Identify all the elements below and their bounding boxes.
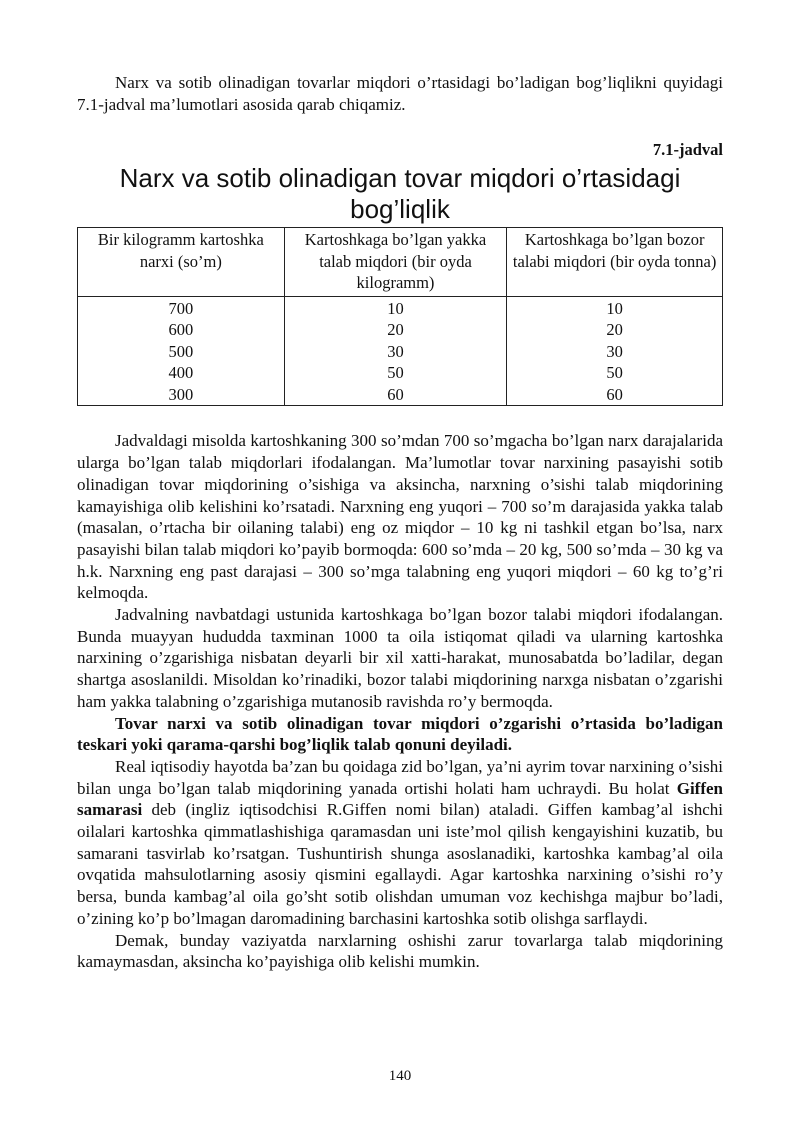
header-market-demand: Kartoshkaga bo’lgan bozor talabi miqdori (bir oyda tonna) [507,228,723,297]
cell-price: 700 [78,296,285,319]
table-row [78,362,723,384]
cell-market: 60 [507,384,723,406]
header-individual-demand: Kartoshkaga bo’lgan yakka talab miqdori (bir oyda kilogramm) [284,228,507,297]
cell-market: 50 [507,362,723,384]
paragraph-2: Jadvalning navbatdagi ustunida kartoshkaga bo’lgan bozor talabi miqdori ifodalangan. Bunda muayyan hududda taxminan 1000 ta oila istiqomat qiladi va ularning kartoshka narxining o’zgarishiga nisbatan deyarli bir xil xatti-harakat, munosabatda bo’ladilar, degan shartga asoslanildi. Misoldan ko’rinadiki, bozor talabi miqdorining narxga nisbatan o’zgarishi ham yakka talabning o’zgarishiga mutanosib ravishda ro’y bermoqda. [77,605,723,711]
cell-price: 500 [78,341,285,363]
table-row [78,341,723,363]
intro-paragraph: Narx va sotib olinadigan tovarlar miqdori o’rtasidagi bo’ladigan bog’liqlikni quyidagi 7.1-jadval ma’lumotlari asosida qarab chiqamiz. [77,73,723,114]
table-caption: 7.1-jadval [652,140,723,160]
header-price: Bir kilogramm kartoshka narxi (so’m) [78,228,285,297]
paragraph-1: Jadvaldagi misolda kartoshkaning 300 so’mdan 700 so’mgacha bo’lgan narx darajalarida ularga bo’lgan talab miqdorlari ifodalangan. Ma’lumotlar tovar narxining pasayishi sotib olinadigan tovar miqdorining o’sishiga va aksincha, narxning o’sishi talab miqdorining kamayishiga olib kelishini ko’rsatadi. Narxning eng yuqori – 700 so’m darajasida yakka talab (masalan, o’rtacha bir oilaning talabi) eng oz miqdor – 10 kg ni tashkil etgan bo’lsa, narx pasayishi bilan talab miqdori ko’payib bormoqda: 600 so’mda – 20 kg, 500 so’mda – 30 kg va h.k. Narxning eng past darajasi – 300 so’mga talabning eng yuqori miqdori – 60 kg to’g’ri kelmoqda. [77,431,723,603]
document-page [77,72,723,973]
cell-market: 20 [507,319,723,341]
table-title: Narx va sotib olinadigan tovar miqdori o’rtasidagi bog’liqlik [119,163,681,225]
table-row [78,384,723,406]
table-row [78,319,723,341]
law-of-demand-definition: Tovar narxi va sotib olinadigan tovar miqdori o’zgarishi o’rtasida bo’ladigan teskari yoki qarama-qarshi bog’liqlik talab qonuni deyiladi. [77,713,723,755]
body-text [77,430,723,973]
paragraph-giffen [77,756,723,930]
giffen-text-part2: deb (ingliz iqtisodchisi R.Giffen nomi bilan) ataladi. Giffen kambag’al ishchi oilalari kartoshka qimmatlashishiga qaramasdan uni iste’mol qilish kengayishini kuzatib, bu samarani tasvirlab ko’rsatgan. Tushuntirish shunga asoslanadiki, kartoshka kambag’al oila ovqatida mahsulotlarning asosiy qismini egallaydi. Agar kartoshka narxining o’sishi ro’y bersa, bunda kambag’al oila go’sht sotib olishdan umuman voz kechishga majbur bo’ladi, o’zining ko’p bo’lmagan daromadining barchasini kartoshka sotib olishga sarflaydi. [77,800,723,928]
giffen-text-part1: Real iqtisodiy hayotda ba’zan bu qoidaga zid bo’lgan, ya’ni ayrim tovar narxining o’sishi bilan unga bo’lgan talab miqdorining yanada ortishi holati ham uchraydi. Bu holat [77,756,723,798]
cell-price: 300 [78,384,285,406]
cell-price: 400 [78,362,285,384]
demand-table [77,227,723,406]
cell-price: 600 [78,319,285,341]
cell-market: 10 [507,296,723,319]
paragraph-conclusion: Demak, bunday vaziyatda narxlarning oshishi zarur tovarlarga talab miqdorining kamaymasdan, aksincha ko’payishiga olib kelishi mumkin. [77,930,723,972]
cell-individual: 20 [284,319,507,341]
cell-individual: 50 [284,362,507,384]
page-number: 140 [388,1068,412,1084]
giffen-term: Giffen samarasi [77,778,723,820]
cell-individual: 60 [284,384,507,406]
table-header-row [78,228,723,297]
cell-individual: 10 [284,296,507,319]
cell-individual: 30 [284,341,507,363]
cell-market: 30 [507,341,723,363]
table-row [78,296,723,319]
